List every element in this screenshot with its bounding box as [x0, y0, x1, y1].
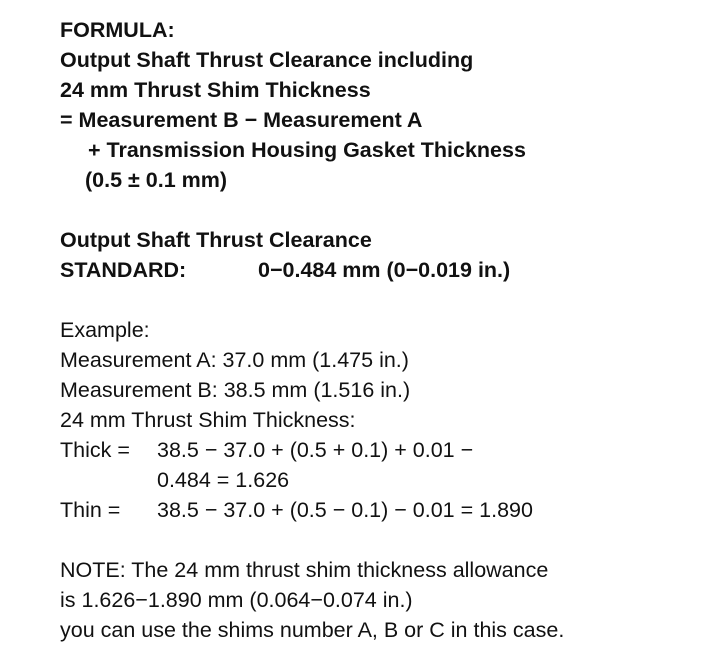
standard-value: 0−0.484 mm (0−0.019 in.)	[258, 258, 511, 282]
spacer	[60, 525, 690, 555]
measurement-b: Measurement B: 38.5 mm (1.516 in.)	[60, 378, 411, 402]
standard-label: STANDARD:	[60, 258, 187, 282]
thick-row	[60, 435, 690, 465]
thick-value-2: 0.484 = 1.626	[157, 468, 290, 492]
thick-value-1: 38.5 − 37.0 + (0.5 + 0.1) + 0.01 −	[157, 438, 474, 462]
clearance-section	[60, 225, 690, 285]
shim-thickness-label: 24 mm Thrust Shim Thickness:	[60, 408, 356, 432]
formula-line-4: + Transmission Housing Gasket Thickness	[88, 138, 526, 162]
standard-row	[60, 255, 690, 285]
note-line-2: is 1.626−1.890 mm (0.064−0.074 in.)	[60, 588, 413, 612]
note-line-1: NOTE: The 24 mm thrust shim thickness allowance	[60, 558, 549, 582]
note-line-3: you can use the shims number A, B or C in this case.	[60, 618, 565, 642]
spacer	[60, 195, 690, 225]
formula-line-3: = Measurement B − Measurement A	[60, 108, 423, 132]
document-page	[60, 15, 690, 645]
thin-label: Thin =	[60, 498, 121, 522]
thin-row	[60, 495, 690, 525]
formula-line-1: Output Shaft Thrust Clearance including	[60, 48, 474, 72]
formula-line-5: (0.5 ± 0.1 mm)	[85, 168, 228, 192]
thick-label: Thick =	[60, 438, 130, 462]
clearance-title: Output Shaft Thrust Clearance	[60, 228, 372, 252]
spacer	[60, 285, 690, 315]
note-section	[60, 555, 690, 645]
formula-heading: FORMULA:	[60, 18, 175, 42]
measurement-a: Measurement A: 37.0 mm (1.475 in.)	[60, 348, 409, 372]
example-heading: Example:	[60, 318, 150, 342]
formula-line-2: 24 mm Thrust Shim Thickness	[60, 78, 371, 102]
thin-value: 38.5 − 37.0 + (0.5 − 0.1) − 0.01 = 1.890	[157, 498, 533, 522]
example-section	[60, 315, 690, 525]
formula-section	[60, 15, 690, 195]
